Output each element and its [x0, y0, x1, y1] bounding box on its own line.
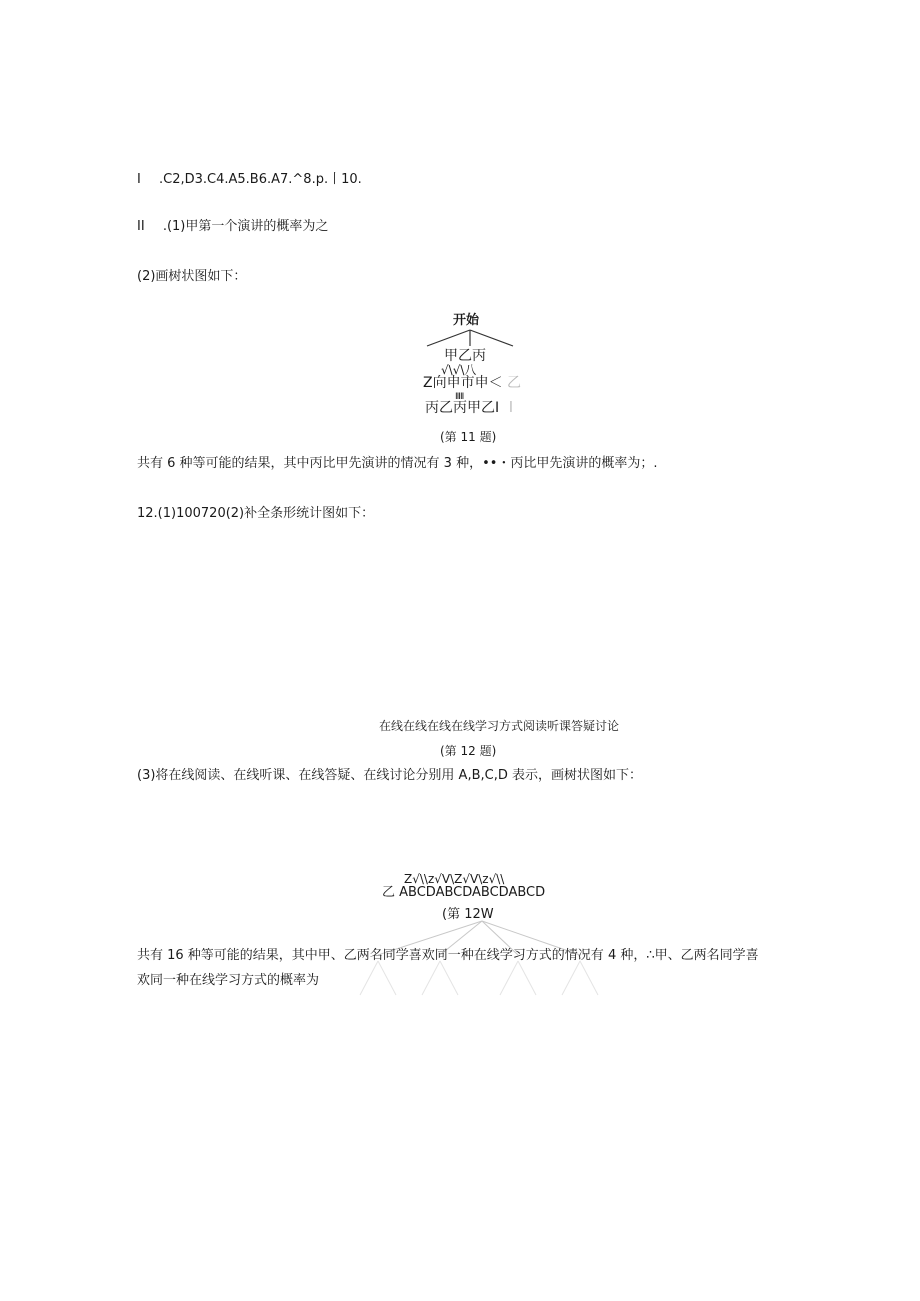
answer-line-3: (2)画树状图如下：	[137, 269, 247, 284]
tree2-branches: Z√\\z√V\Z√V\z√\\	[404, 872, 505, 886]
answer-line-7: 共有 16 种等可能的结果，其中甲、乙两名同学喜欢同一种在线学习方式的情况有 4 种，∴甲、乙两名同学喜	[137, 948, 759, 963]
answer-marker-1: I	[137, 172, 141, 187]
tree-level-2-side: 乙	[507, 375, 521, 391]
tree-diagram-11	[415, 310, 525, 420]
tree-level-1: 甲乙丙	[444, 348, 486, 364]
answer-line-4: 共有 6 种等可能的结果，其中丙比甲先演讲的情况有 3 种，••・丙比甲先演讲的概率为；.	[137, 456, 658, 471]
answer-marker-2: II	[137, 219, 145, 234]
tree2-leaves: 乙 ABCDABCDABCDABCD	[382, 885, 546, 900]
answer-text-1: .C2,D3.C4.A5.B6.A7.^8.p.丨10.	[158, 172, 362, 187]
answer-line-5: 12.(1)100720(2)补全条形统计图如下：	[137, 506, 375, 521]
tree-level-2: Z向申市申＜	[423, 375, 503, 391]
answer-line-8: 欢同一种在线学习方式的概率为	[137, 973, 320, 988]
tree2-faded-lines	[300, 865, 620, 1020]
tree-level-3: 丙乙丙甲乙I	[425, 400, 500, 416]
answer-text-2: .(1)甲第一个演讲的概率为之	[162, 219, 329, 234]
tree-diagram-12	[300, 865, 620, 1020]
chart-axis-labels: 在线在线在线在线学习方式阅读听课答疑讨论	[379, 719, 620, 733]
answer-line-1	[137, 171, 362, 189]
answer-line-6: (3)将在线阅读、在线听课、在线答疑、在线讨论分别用 A,B,C,D 表示，画树状图如下：	[137, 768, 642, 783]
tree2-caption: (第 12W	[442, 907, 494, 922]
tree-stems: IIIII	[455, 392, 464, 402]
tree-branches: √\√\八	[441, 363, 477, 377]
figure-caption-12: (第 12 题)	[440, 744, 497, 758]
figure-caption-11: (第 11 题)	[440, 430, 497, 444]
answer-line-2	[137, 218, 328, 236]
tree-root: 开始	[453, 313, 480, 328]
tree-level-3-side: l	[509, 400, 513, 416]
